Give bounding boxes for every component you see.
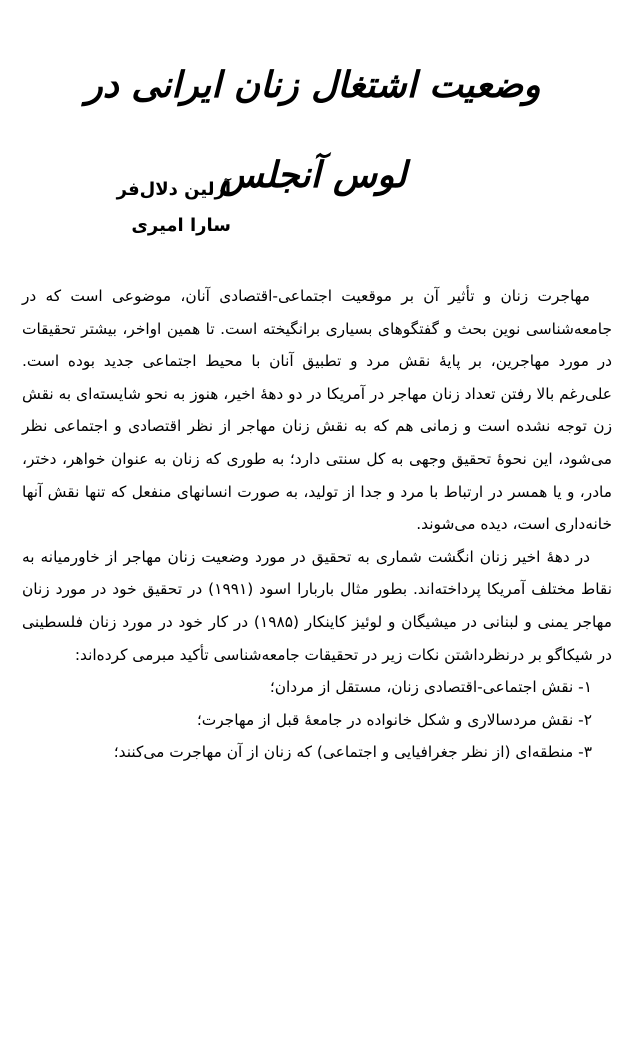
author-list	[117, 172, 231, 244]
paragraph: مهاجرت زنان و تأثیر آن بر موقعیت اجتماعی-اقتصادی آنان، موضوعی است که در جامعه‌شناسی نوین بحث و گفتگوهای بسیاری برانگیخته است. تا همین اواخر، بیشتر تحقیقات در مورد مهاجرین، بر پایهٔ نقش مرد و تطبیق آنان با محیط اجتماعی جدید بوده است. علی‌رغم بالا رفتن تعداد زنان مهاجر در آمریکا در دو دههٔ اخیر، هنوز به نحو شایسته‌ای به نقش زن توجه نشده است و زمانی هم که به نقش زنان مهاجر از نظر اقتصادی و اجتماعی نظر می‌شود، این نحوهٔ تحقیق وجهی به کل سنتی دارد؛ به طوری که زنان به عنوان خواهر، دختر، مادر، و یا همسر در ارتباط با مرد و جدا از تولید، به صورت انسانهای منفعل که تنها نقش آنها خانه‌داری است، دیده می‌شوند.	[22, 287, 612, 534]
document-title: وضعیت اشتغال زنان ایرانی در لوس آنجلس	[85, 64, 541, 196]
paragraph: در دههٔ اخیر زنان انگشت شماری به تحقیق در مورد وضعیت زنان مهاجر از خاورمیانه به نقاط مختلف آمریکا پرداخته‌اند. بطور مثال باربارا اسود (۱۹۹۱) در تحقیق خود در مورد زنان مهاجر یمنی و لبنانی در میشیگان و لوئیز کاینکار (۱۹۸۵) در کار خود در مورد زنان فلسطینی در شیکاگو بر درنظرداشتن نکات زیر در تحقیقات جامعه‌شناسی تأکید مبرمی کرده‌اند:	[22, 547, 613, 664]
author-name: آرلین دلال‌فر	[116, 179, 231, 200]
author-name: سارا امیری	[131, 215, 231, 236]
article-body	[22, 280, 612, 769]
list-item: ۳- منطقه‌ای (از نظر جغرافیایی و اجتماعی) که زنان از آن مهاجرت می‌کنند؛	[113, 743, 592, 762]
list-item: ۲- نقش مردسالاری و شکل خانواده در جامعهٔ قبل از مهاجرت؛	[196, 710, 592, 729]
list-item: ۱- نقش اجتماعی-اقتصادی زنان، مستقل از مردان؛	[269, 678, 592, 697]
